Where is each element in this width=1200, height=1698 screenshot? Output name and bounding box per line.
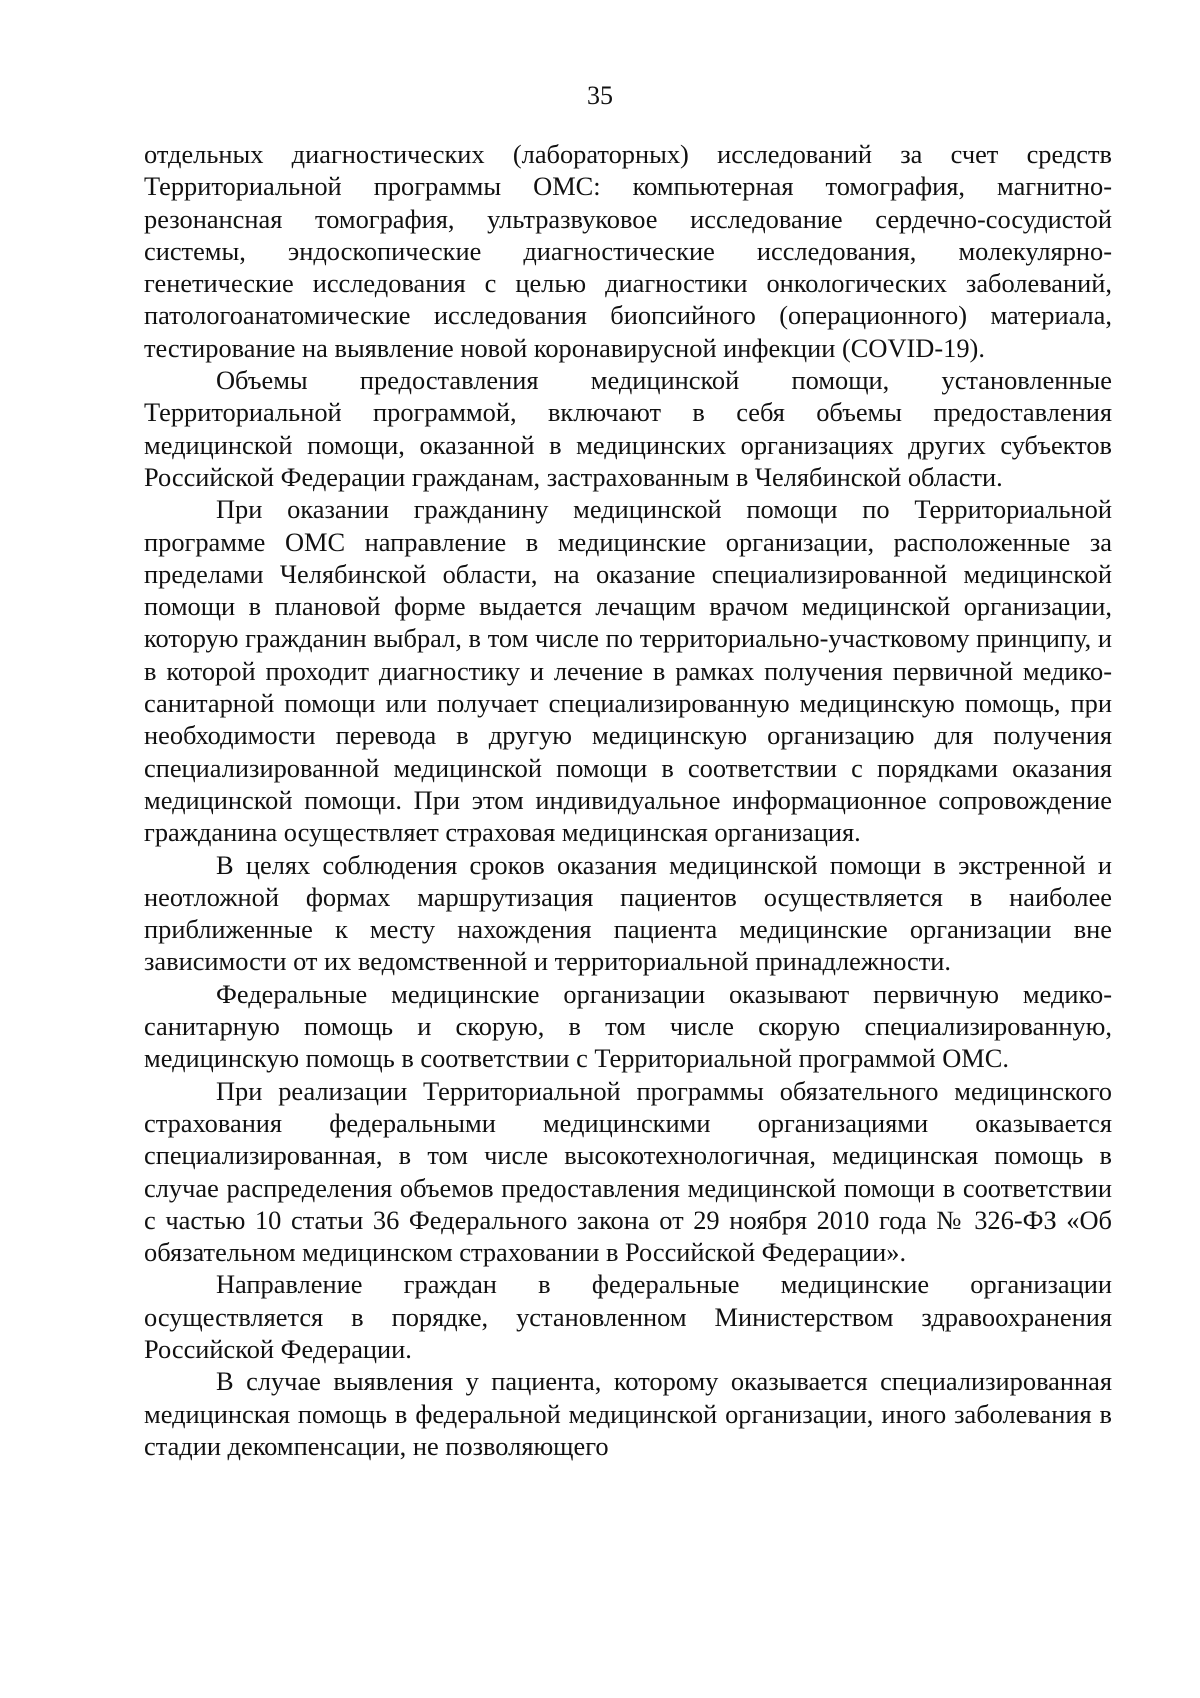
- document-body: [144, 138, 1112, 1462]
- page-number: 35: [587, 81, 613, 110]
- paragraph-referral-procedure: Направление граждан в федеральные медицинские организации осуществляется в порядке, установленном Министерством здравоохранения Российской Федерации.: [144, 1269, 1112, 1364]
- paragraph-routing-emergency: В целях соблюдения сроков оказания медицинской помощи в экстренной и неотложной формах маршрутизация пациентов осуществляется в наиболее приближенные к месту нахождения пациента медицинские организации вне зависимости от их ведомственной и территориальной принадлежности.: [144, 849, 1112, 977]
- paragraph-decompensation: В случае выявления у пациента, которому оказывается специализированная медицинская помощь в федеральной медицинской организации, иного заболевания в стадии декомпенсации, не позволяющего: [144, 1366, 1112, 1461]
- paragraph-volumes: Объемы предоставления медицинской помощи, установленные Территориальной программой, включают в себя объемы предоставления медицинской помощи, оказанной в медицинских организациях других субъектов Российской Федерации гражданам, застрахованным в Челябинской области.: [144, 365, 1112, 492]
- paragraph-continuation: отдельных диагностических (лабораторных) исследований за счет средств Территориальной программы ОМС: компьютерная томография, магнитно-резонансная томография, ультразвуковое исследование сердечно-сосудистой системы, эндоскопические диагностические исследования, молекулярно-генетические исследования с целью диагностики онкологических заболеваний, патологоанатомические исследования биопсийного (операционного) материала, тестирование на выявление новой коронавирусной инфекции (COVID-19).: [144, 139, 1112, 363]
- paragraph-referral-outside-region: При оказании гражданину медицинской помощи по Территориальной программе ОМС направление в медицинские организации, расположенные за пределами Челябинской области, на оказание специализированной медицинской помощи в плановой форме выдается лечащим врачом медицинской организации, которую гражданин выбрал, в том числе по территориально-участковому принципу, и в которой проходит диагностику и лечение в рамках получения первичной медико-санитарной помощи или получает специализированную медицинскую помощь, при необходимости перевода в другую медицинскую организацию для получения специализированной медицинской помощи в соответствии с порядками оказания медицинской помощи. При этом индивидуальное информационное сопровождение гражданина осуществляет страховая медицинская организация.: [144, 494, 1112, 848]
- paragraph-federal-primary-care: Федеральные медицинские организации оказывают первичную медико-санитарную помощь и скорую, в том числе скорую специализированную, медицинскую помощь в соответствии с Территориальной программой ОМС.: [144, 978, 1112, 1074]
- paragraph-federal-specialized-care: При реализации Территориальной программы обязательного медицинского страхования федеральными медицинскими организациями оказывается специализированная, в том числе высокотехнологичная, медицинская помощь в случае распределения объемов предоставления медицинской помощи в соответствии с частью 10 статьи 36 Федерального закона от 29 ноября 2010 года № 326-ФЗ «Об обязательном медицинском страховании в Российской Федерации».: [144, 1075, 1112, 1268]
